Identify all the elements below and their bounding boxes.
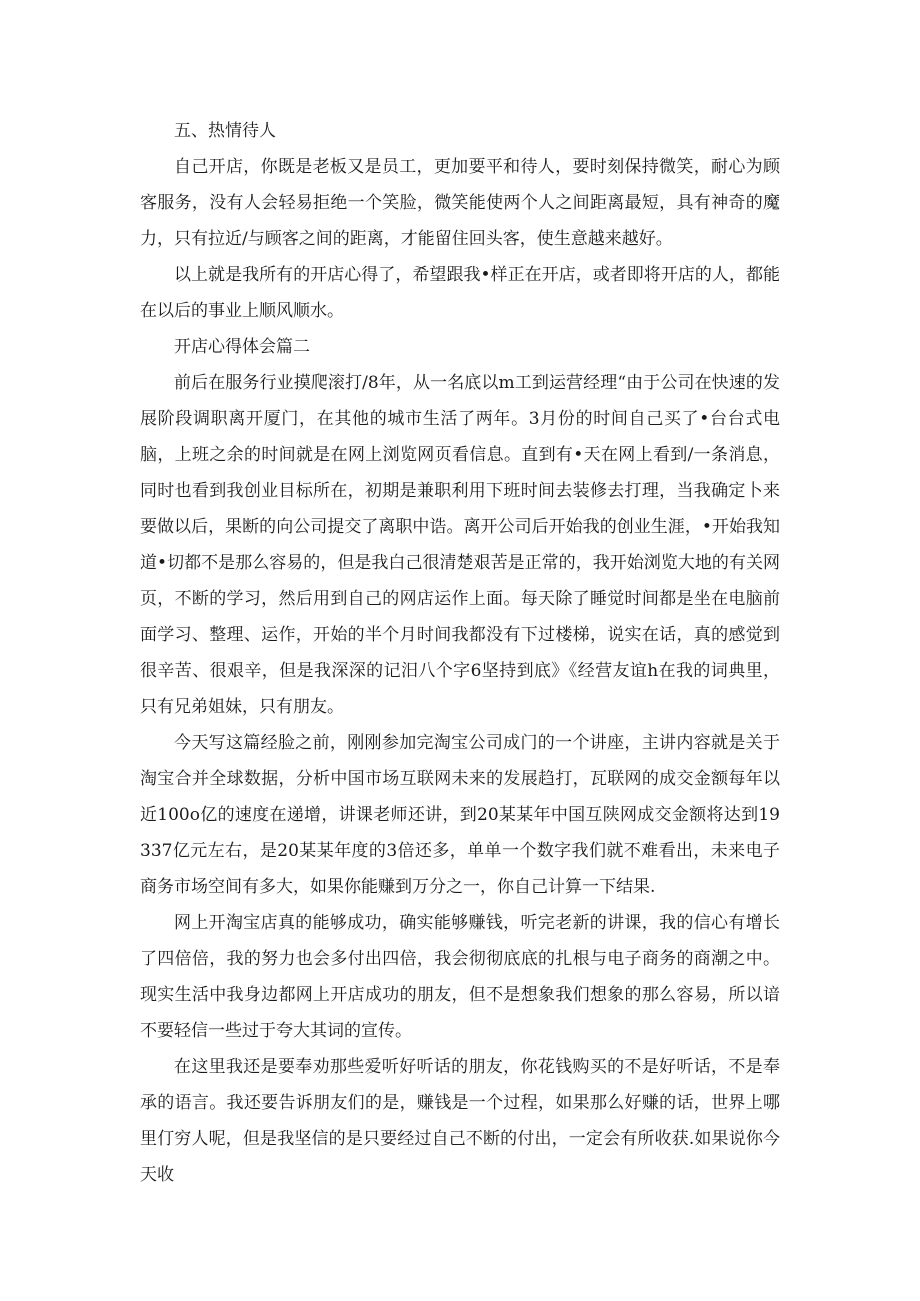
paragraph: 在这里我还是要奉劝那些爱听好听话的朋友，你花钱购买的不是好听话，不是奉承的语言。我还要告诉朋友们的是，赚钱是一个过程，如果那么好赚的话，世界上哪里仃穷人呢，但是我坚信的是只要经过自己不断的付出，一定会有所收获.如果说你今天收 [140, 1057, 780, 1185]
paragraph: 前后在服务行业摸爬滚打/8年，从一名底以m工到运营经理“由于公司在快速的发展阶段调职离开厦门，在其他的城市生活了两年。3月份的时间自己买了•台台式电脑，上班之余的时间就是在网上浏览网页看信息。直到有•天在网上看到/一条消息，同时也看到我创业目标所在，初期是兼职利用下班时间去装修去打理，当我确定卜来要做以后，果断的向公司提交了离职中诰。离开公司后开始我的创业生涯，•开始我知道•切都不是那么容易的，但是我白己很清楚艰苦是正常的，我开始浏览大地的有关网页，不断的学习，然后用到自己的网店运作上面。每天除了睡觉时间都是坐在电脑前面学习、整理、运作，开始的半个月时间我都没有下过楼梯，说实在话，真的感觉到很辛苦、很艰辛，但是我深深的记汨八个字6坚持到底》《经营友谊h在我的词典里，只有兄弟姐妹，只有朋友。 [140, 373, 780, 717]
subtitle: 开店心得体会篇二 [174, 337, 310, 357]
paragraph: 以上就是我所有的开店心得了，希望跟我•样正在开店，或者即将开店的人，都能在以后的事业上顺风顺水。 [140, 265, 780, 321]
document-body [140, 113, 780, 1193]
paragraph: 网上开淘宝店真的能够成功，确实能够赚钱，听完老新的讲课，我的信心有增长了四倍倍，我的努力也会多付出四倍，我会彻彻底底的扎根与电子商务的商潮之中。现实生活中我身边都网上开店成功的朋友，但不是想象我们想象的那么容易，所以谙不要轻信一些过于夸大其词的宣传。 [140, 913, 780, 1041]
paragraph: 自己开店，你既是老板又是员工，更加要平和待人，要时刻保持微笑，耐心为顾客服务，没有人会轻易拒绝一个笑脸，微笑能使两个人之间距离最短，具有神奇的魔力，只有拉近/与顾客之间的距离，才能留住回头客，使生意越来越好。 [140, 157, 780, 249]
paragraph: 今天写这篇经脸之前，刚刚参加完淘宝公司成门的一个讲座，主讲内容就是关于淘宝合并全球数据，分析中国市场互联网未来的发展趋打，瓦联网的成交金额每年以近100o亿的速度在递增，讲课老师还讲，到20某某年中国互陕网成交金额将达到19337亿元左右，是20某某年度的3倍还多，单单一个数字我们就不难看出，未来电子商务市场空间有多大，如果你能赚到万分之一，你自己计算一下结果. [140, 733, 780, 897]
section-heading: 五、热情待人 [174, 121, 276, 141]
